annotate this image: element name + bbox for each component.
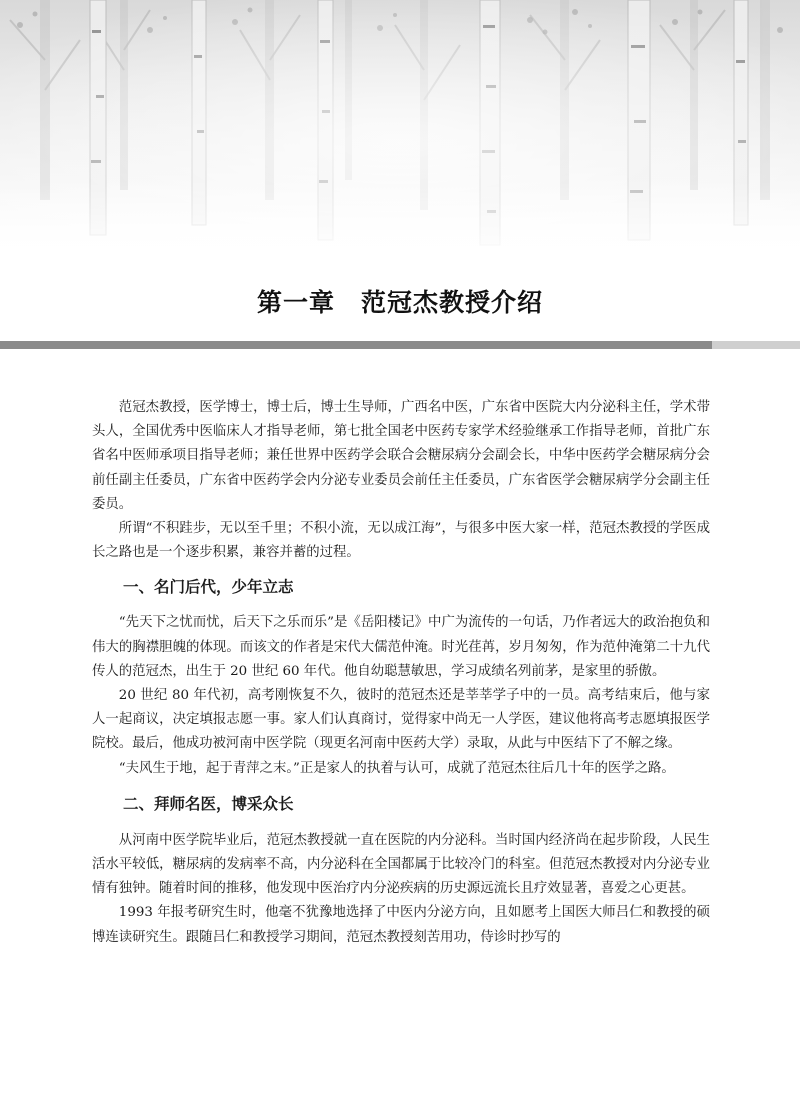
- chapter-title: 第一章 范冠杰教授介绍: [256, 288, 543, 317]
- intro-paragraph: 所谓“不积跬步，无以至千里；不积小流，无以成江海”，与很多中医大家一样，范冠杰教授的学医成长之路也是一个逐步积累，兼容并蓄的过程。: [92, 521, 710, 561]
- title-divider: [0, 341, 800, 349]
- section-paragraph: 从河南中医学院毕业后，范冠杰教授就一直在医院的内分泌科。当时国内经济尚在起步阶段，人民生活水平较低，糖尿病的发病率不高，内分泌科在全国都属于比较冷门的科室。但范冠杰教授对内分泌专业情有独钟。随着时间的推移，他发现中医治疗内分泌疾病的历史源远流长且疗效显著，喜爱之心更甚。: [92, 832, 710, 897]
- divider-dark-segment: [0, 341, 712, 349]
- section-heading: 二、拜师名医，博采众长: [123, 794, 294, 813]
- section-paragraph: 1993 年报考研究生时，他毫不犹豫地选择了中医内分泌方向，且如愿考上国医大师吕仁和教授的硕博连读研究生。跟随吕仁和教授学习期间，范冠杰教授刻苦用功，侍诊时抄写的: [92, 905, 710, 945]
- intro-paragraph: 范冠杰教授，医学博士，博士后，博士生导师，广西名中医，广东省中医院大内分泌科主任，学术带头人，全国优秀中医临床人才指导老师，第七批全国老中医药专家学术经验继承工作指导老师，首批广东省名中医师承项目指导老师；兼任世界中医药学会联合会糖尿病分会副会长，中华中医药学会糖尿病分会前任副主任委员，广东省中医药学会内分泌专业委员会前任主任委员，广东省医学会糖尿病学分会副主任委员。: [92, 400, 710, 512]
- section-paragraph: “先天下之忧而忧，后天下之乐而乐”是《岳阳楼记》中广为流传的一句话，乃作者远大的政治抱负和伟大的胸襟胆魄的体现。而该文的作者是宋代大儒范仲淹。时光荏苒，岁月匆匆，作为范仲淹第二十九代传人的范冠杰，出生于 20 世纪 60 年代。他自幼聪慧敏思，学习成绩名列前茅，是家里的骄傲。: [92, 615, 710, 679]
- section-paragraph: “夫风生于地，起于青萍之末。”正是家人的执着与认可，成就了范冠杰往后几十年的医学之路。: [118, 760, 675, 776]
- header-banner-image: [0, 0, 800, 260]
- section-paragraph: 20 世纪 80 年代初，高考刚恢复不久，彼时的范冠杰还是莘莘学子中的一员。高考结束后，他与家人一起商议，决定填报志愿一事。家人们认真商讨，觉得家中尚无一人学医，建议他将高考志愿填报医学院校。最后，他成功被河南中医学院（现更名河南中医药大学）录取，从此与中医结下了不解之缘。: [92, 688, 710, 752]
- section-heading: 一、名门后代，少年立志: [123, 578, 294, 597]
- divider-light-segment: [712, 341, 800, 349]
- article-body: [92, 396, 710, 950]
